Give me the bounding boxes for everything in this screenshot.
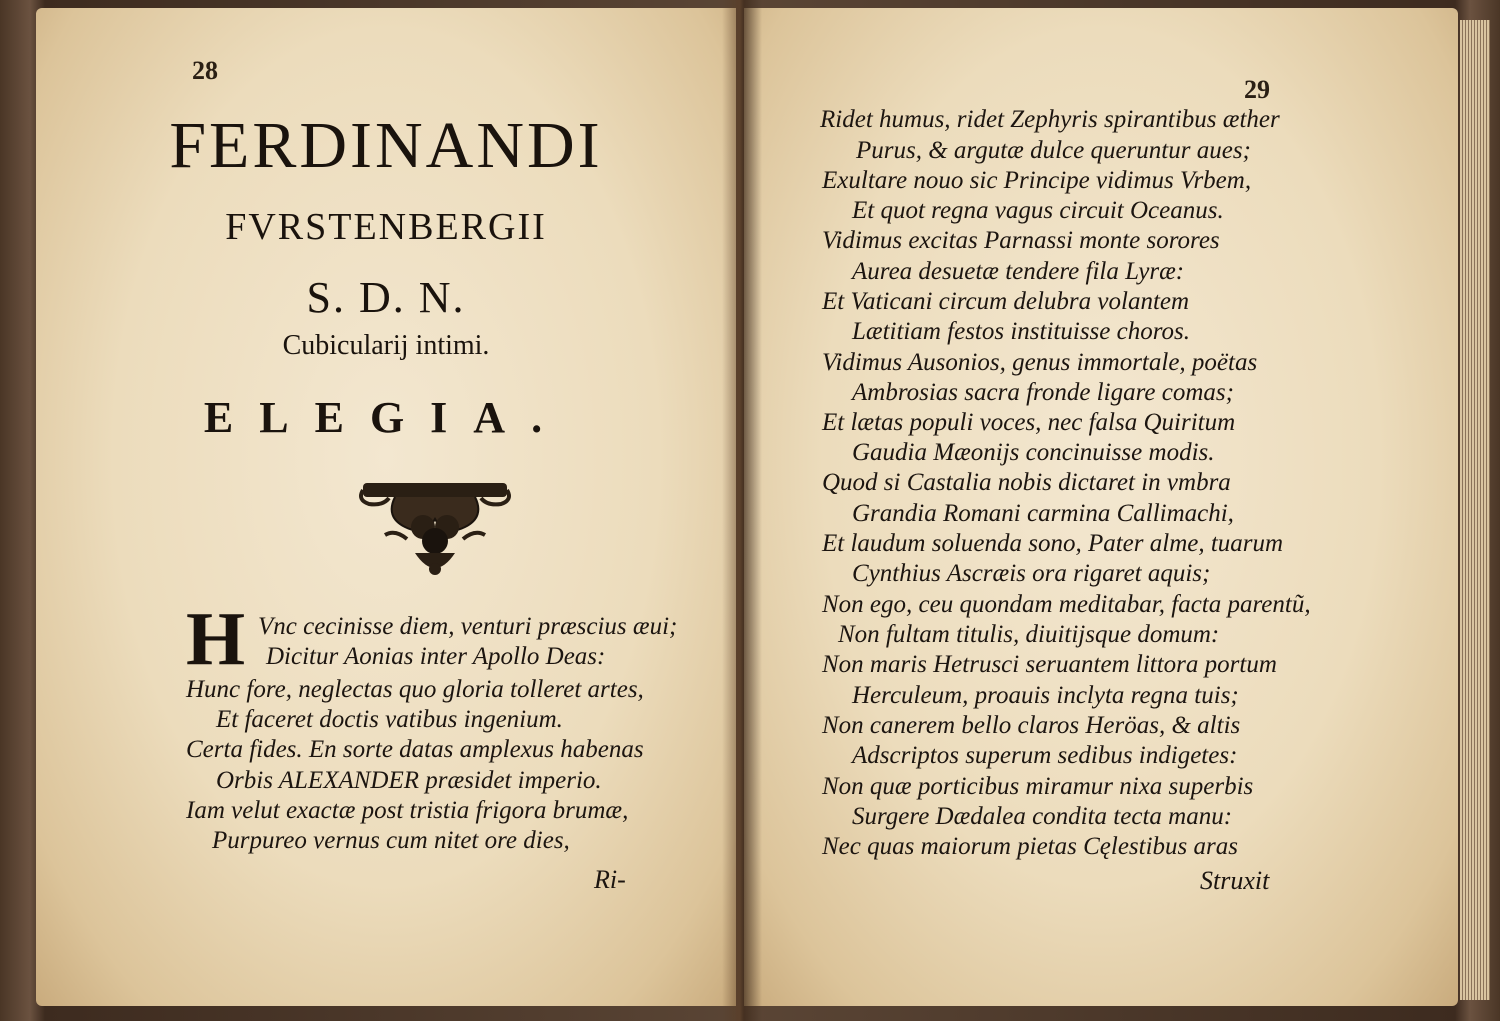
verse-line: Et lætas populi voces, nec falsa Quiritum [822, 409, 1236, 436]
verse-line: Lætitiam festos instituisse choros. [852, 318, 1191, 345]
title-elegia: ELEGIA. [203, 393, 569, 442]
verse-line: Purus, & argutæ dulce queruntur aues; [856, 137, 1251, 164]
verse-line: Et Vaticani circum delubra volantem [822, 288, 1190, 315]
verse-line: Vidimus Ausonios, genus immortale, poëtas [822, 349, 1258, 376]
verse-line: Ambrosias sacra fronde ligare comas; [852, 379, 1234, 406]
verse-line: Ridet humus, ridet Zephyris spirantibus æther [820, 106, 1280, 133]
verse-line: Non canerem bello claros Heröas, & altis [822, 712, 1241, 739]
verse-line: Hunc fore, neglectas quo gloria tolleret artes, [186, 676, 644, 703]
page-number-right: 29 [1244, 75, 1270, 104]
verse-line: Et laudum soluenda sono, Pater alme, tuarum [822, 530, 1284, 557]
verse-line: Surgere Dædalea condita tecta manu: [852, 803, 1233, 830]
verse-line: Gaudia Mæonijs concinuisse modis. [852, 439, 1215, 466]
verse-line: Herculeum, proauis inclyta regna tuis; [852, 682, 1239, 709]
verse-line: Et quot regna vagus circuit Oceanus. [852, 197, 1224, 224]
verse-line: Et faceret doctis vatibus ingenium. [216, 706, 563, 733]
verse-line: Aurea desuetæ tendere fila Lyræ: [852, 258, 1185, 285]
drop-cap: H [186, 597, 246, 681]
verse-line: Grandia Romani carmina Callimachi, [852, 500, 1234, 527]
page-edges [1460, 20, 1490, 1000]
verse-line: Quod si Castalia nobis dictaret in vmbra [822, 469, 1231, 496]
verse-line: Certa fides. En sorte datas amplexus habenas [186, 736, 644, 763]
verse-line: Dicitur Aonias inter Apollo Deas: [266, 643, 606, 670]
verse-line: Adscriptos superum sedibus indigetes: [852, 742, 1238, 769]
catchword-left: Ri- [594, 865, 626, 894]
floral-ornament [355, 475, 515, 580]
verse-line: Non fultam titulis, diuitijsque domum: [838, 621, 1220, 648]
verse-line: Exultare nouo sic Principe vidimus Vrbem, [822, 167, 1252, 194]
verse-line: Cynthius Ascræis ora rigaret aquis; [852, 560, 1211, 587]
verse-line: Non quæ porticibus miramur nixa superbis [822, 773, 1254, 800]
title-surname: FVRSTENBERGII [225, 206, 547, 248]
verse-line: Vnc cecinisse diem, venturi præscius æui; [258, 613, 678, 640]
verse-line: Non ego, ceu quondam meditabar, facta parentũ, [822, 591, 1311, 618]
verse-line: Nec quas maiorum pietas Cęlestibus aras [822, 833, 1238, 860]
verse-line: Non maris Hetrusci seruantem littora portum [822, 651, 1277, 678]
title-office: Cubicularij intimi. [282, 330, 490, 361]
verse-line: Vidimus excitas Parnassi monte sorores [822, 227, 1220, 254]
title-sdn: S. D. N. [306, 273, 466, 322]
verse-line: Orbis ALEXANDER præsidet imperio. [216, 767, 602, 794]
verse-line: Iam velut exactæ post tristia frigora brumæ, [186, 797, 629, 824]
title-name: FERDINANDI [169, 109, 603, 182]
verse-line: Purpureo vernus cum nitet ore dies, [212, 827, 570, 854]
page-number-left: 28 [192, 56, 218, 85]
catchword-right: Struxit [1200, 866, 1270, 895]
